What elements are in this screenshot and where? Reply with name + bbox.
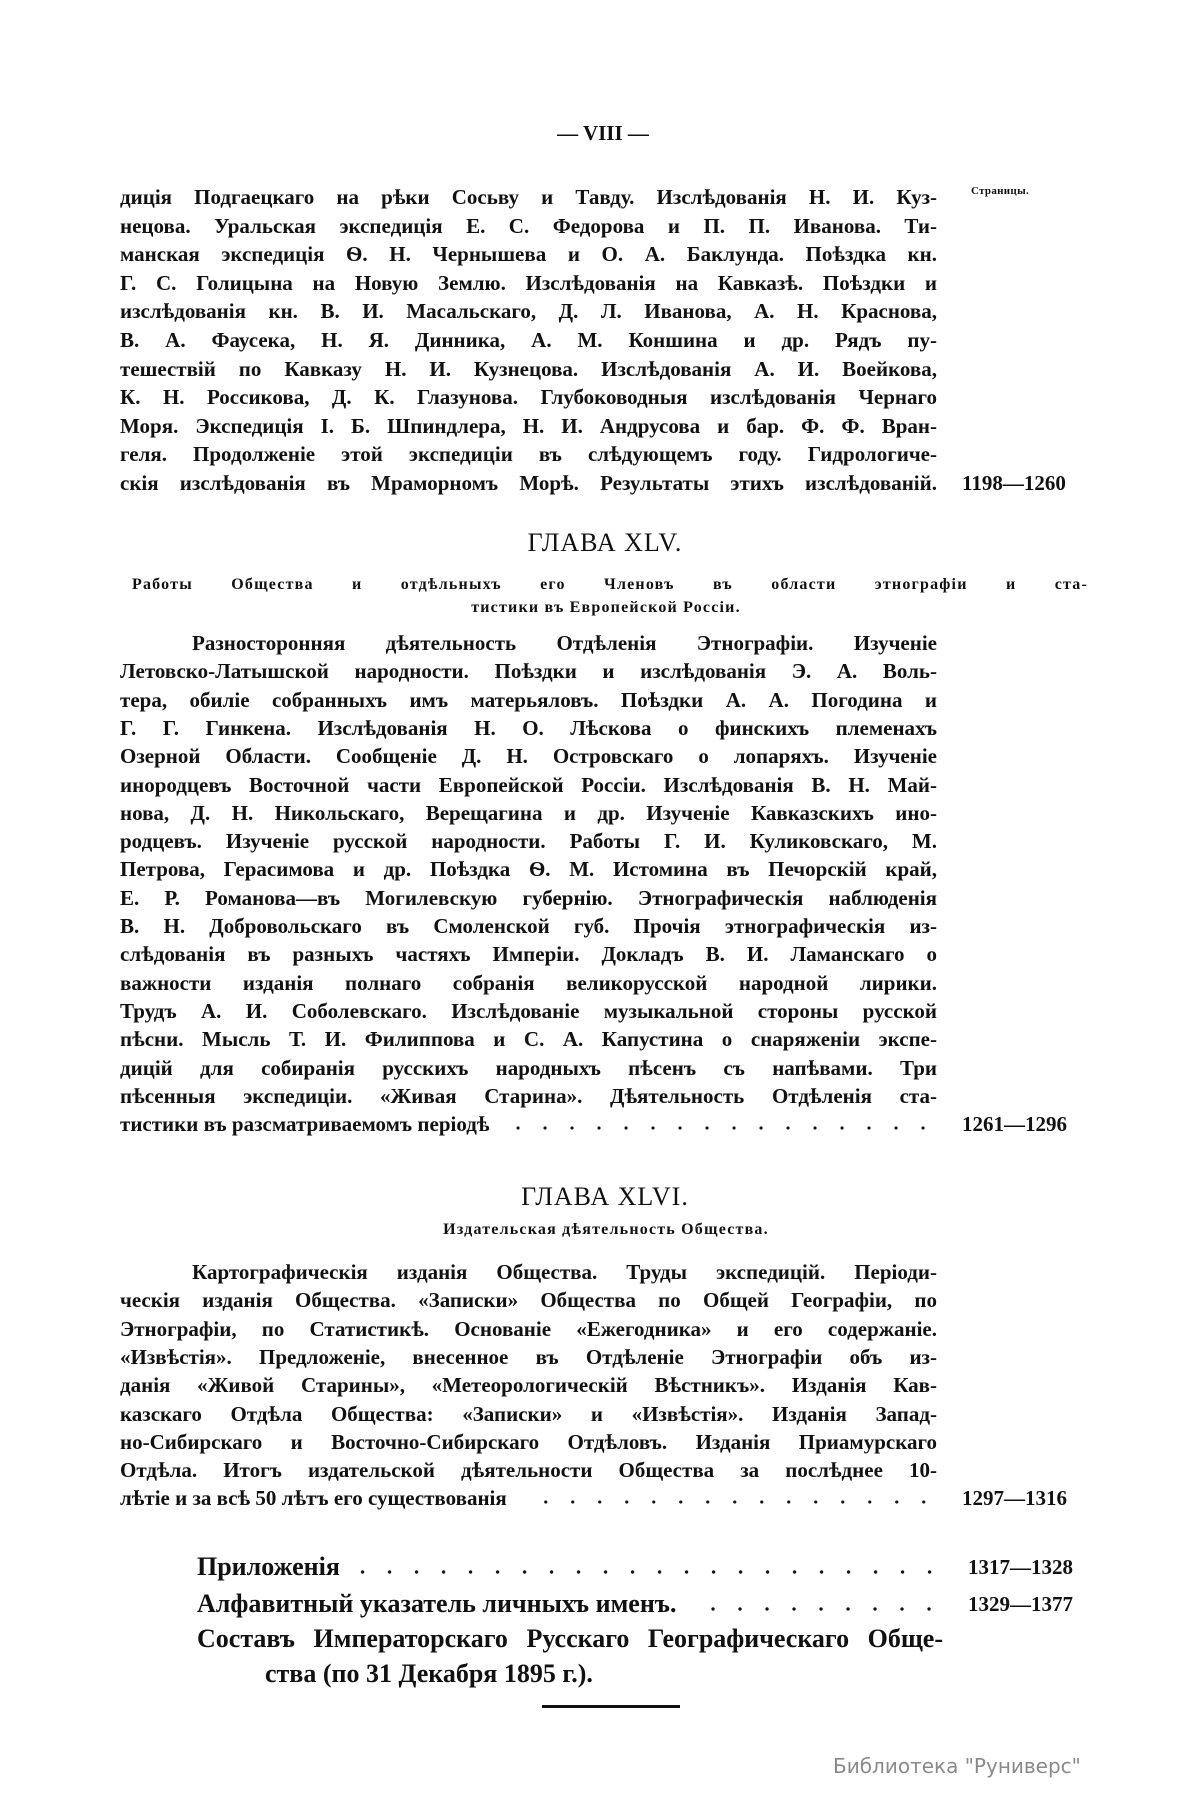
- toc-text-line: пѣсни. Мысль Т. И. Филиппова и С. А. Капустина о снаряженіи экспе-: [120, 1027, 937, 1051]
- page-number-header: — VIII —: [557, 121, 649, 145]
- toc-text-line: Г. Г. Гинкена. Изслѣдованія Н. О. Лѣскова о финскихъ племенахъ: [120, 716, 937, 740]
- appendix-entry-label: Составъ Императорскаго Русскаго Географическаго Обще-: [197, 1624, 943, 1653]
- toc-text-line: Разносторонняя дѣятельность Отдѣленія Этнографіи. Изученіе: [192, 631, 937, 655]
- toc-text-line: геля. Продолженіе этой экспедиціи въ слѣдующемъ году. Гидрологиче-: [120, 442, 937, 466]
- end-rule-divider: [542, 1705, 680, 1708]
- toc-text-line: К. Н. Россикова, Д. К. Глазунова. Глубоководныя изслѣдованія Чернаго: [120, 385, 937, 409]
- toc-text-line: нецова. Уральская экспедиція Е. С. Федорова и П. П. Иванова. Ти-: [120, 214, 937, 238]
- toc-text-line: тешествій по Кавказу Н. И. Кузнецова. Изслѣдованія А. И. Воейкова,: [120, 357, 937, 381]
- toc-text-line: важности изданія полнаго собранія великорусской народной лирики.: [120, 971, 937, 995]
- chapter-45-subtitle-line: тистики въ Европейской Россіи.: [471, 599, 741, 616]
- toc-text-line: Г. С. Голицына на Новую Землю. Изслѣдованія на Кавказѣ. Поѣздки и: [120, 271, 937, 295]
- dot-leader: [523, 1499, 937, 1505]
- toc-text-line: пѣсенныя экспедиціи. «Живая Старина». Дѣятельность Отдѣленія ста-: [120, 1084, 937, 1108]
- toc-text-line: Картографическія изданія Общества. Труды экспедицій. Періоди-: [192, 1260, 937, 1284]
- chapter-45-title: ГЛАВА XLV.: [527, 528, 683, 557]
- toc-text-line: В. А. Фаусека, Н. Я. Динника, А. М. Коншина и др. Рядъ пу-: [120, 328, 937, 352]
- toc-text-line: Отдѣла. Итогъ издательской дѣятельности Общества за послѣднее 10-: [120, 1458, 937, 1482]
- pages-column-label: Страницы.: [971, 185, 1030, 197]
- dot-leader: [505, 1125, 937, 1131]
- toc-text: лѣтіе и за всѣ 50 лѣтъ его существованія: [120, 1486, 507, 1510]
- chapter-46-subtitle: Издательская дѣятельность Общества.: [443, 1221, 769, 1238]
- toc-text-line: скія изслѣдованія въ Мраморномъ Морѣ. Результаты этихъ изслѣдованій.: [120, 471, 937, 495]
- page-range: 1198—1260: [962, 471, 1066, 495]
- toc-text-line: данія «Живой Старины», «Метеорологическій Вѣстникъ». Изданія Кав-: [120, 1373, 937, 1397]
- toc-text-line: казскаго Отдѣла Общества: «Записки» и «Извѣстія». Изданія Запад-: [120, 1402, 937, 1426]
- toc-text-line: Трудъ А. И. Соболевскаго. Изслѣдованіе музыкальной стороны русской: [120, 999, 937, 1023]
- toc-text-line: Е. Р. Романова—въ Могилевскую губернію. Этнографическія наблюденія: [120, 886, 937, 910]
- toc-text: тистики въ разсматриваемомъ періодѣ: [120, 1112, 490, 1136]
- appendix-entry-pages: 1329—1377: [968, 1592, 1073, 1616]
- toc-text-line: Моря. Экспедиція І. Б. Шпиндлера, Н. И. Андрусова и бар. Ф. Ф. Вран-: [120, 414, 937, 438]
- toc-text-line: [120, 1110, 937, 1138]
- library-watermark: Библиотека "Руниверс": [833, 1754, 1081, 1778]
- toc-text-line: ческія изданія Общества. «Записки» Общества по Общей Географіи, по: [120, 1288, 937, 1312]
- toc-text-line: дицій для собиранія русскихъ народныхъ пѣсенъ съ напѣвами. Три: [120, 1056, 937, 1080]
- appendix-entry-label: ства (по 31 Декабря 1895 г.).: [265, 1659, 593, 1688]
- dot-leader: [356, 1569, 943, 1575]
- toc-text-line: тера, обиліе собранныхъ имъ матерьяловъ. Поѣздки А. А. Погодина и: [120, 688, 937, 712]
- toc-text-line: изслѣдованія кн. В. И. Масальскаго, Д. Л. Иванова, А. Н. Краснова,: [120, 299, 937, 323]
- toc-text-line: В. Н. Добровольскаго въ Смоленской губ. Прочія этнографическія из-: [120, 914, 937, 938]
- appendix-entry: [197, 1550, 943, 1584]
- toc-text-line: диція Подгаецкаго на рѣки Сосьву и Тавду. Изслѣдованія Н. И. Куз-: [120, 185, 937, 209]
- dot-leader: [692, 1606, 943, 1612]
- toc-text-line: «Извѣстія». Предложеніе, внесенное въ Отдѣленіе Этнографіи объ из-: [120, 1345, 937, 1369]
- toc-text-line: Этнографіи, по Статистикѣ. Основаніе «Ежегодника» и его содержаніе.: [120, 1317, 937, 1341]
- appendix-entry: [197, 1587, 943, 1621]
- toc-text-line: но-Сибирскаго и Восточно-Сибирскаго Отдѣловъ. Изданія Приамурскаго: [120, 1430, 937, 1454]
- appendix-entry-label: Алфавитный указатель личныхъ именъ.: [197, 1589, 677, 1618]
- appendix-entry-label: Приложенія: [197, 1552, 340, 1581]
- toc-text-line: Озерной Области. Сообщеніе Д. Н. Островскаго о лопаряхъ. Изученіе: [120, 744, 937, 768]
- toc-text-line: родцевъ. Изученіе русской народности. Работы Г. И. Куликовскаго, М.: [120, 829, 937, 853]
- toc-text-line: Петрова, Герасимова и др. Поѣздка Ѳ. М. Истомина въ Печорскій край,: [120, 857, 937, 881]
- chapter-46-title: ГЛАВА XLVI.: [521, 1182, 689, 1211]
- toc-text-line: Летовско-Латышской народности. Поѣздки и изслѣдованія Э. А. Воль-: [120, 659, 937, 683]
- chapter-45-subtitle-line: Работы Общества и отдѣльныхъ его Членовъ въ области этнографіи и ста-: [132, 576, 1088, 593]
- page-range: 1261—1296: [962, 1112, 1067, 1136]
- toc-text-line: манская экспедиція Ѳ. Н. Чернышева и О. А. Баклунда. Поѣздка кн.: [120, 242, 937, 266]
- toc-text-line: инородцевъ Восточной части Европейской Россіи. Изслѣдованія В. Н. Май-: [120, 773, 937, 797]
- toc-text-line: [120, 1484, 937, 1512]
- toc-text-line: нова, Д. Н. Никольскаго, Верещагина и др. Изученіе Кавказскихъ ино-: [120, 801, 937, 825]
- appendix-entry-pages: 1317—1328: [968, 1555, 1073, 1579]
- page-range: 1297—1316: [962, 1486, 1067, 1510]
- toc-text-line: слѣдованія въ разныхъ частяхъ Имперіи. Докладъ В. И. Ламанскаго о: [120, 942, 937, 966]
